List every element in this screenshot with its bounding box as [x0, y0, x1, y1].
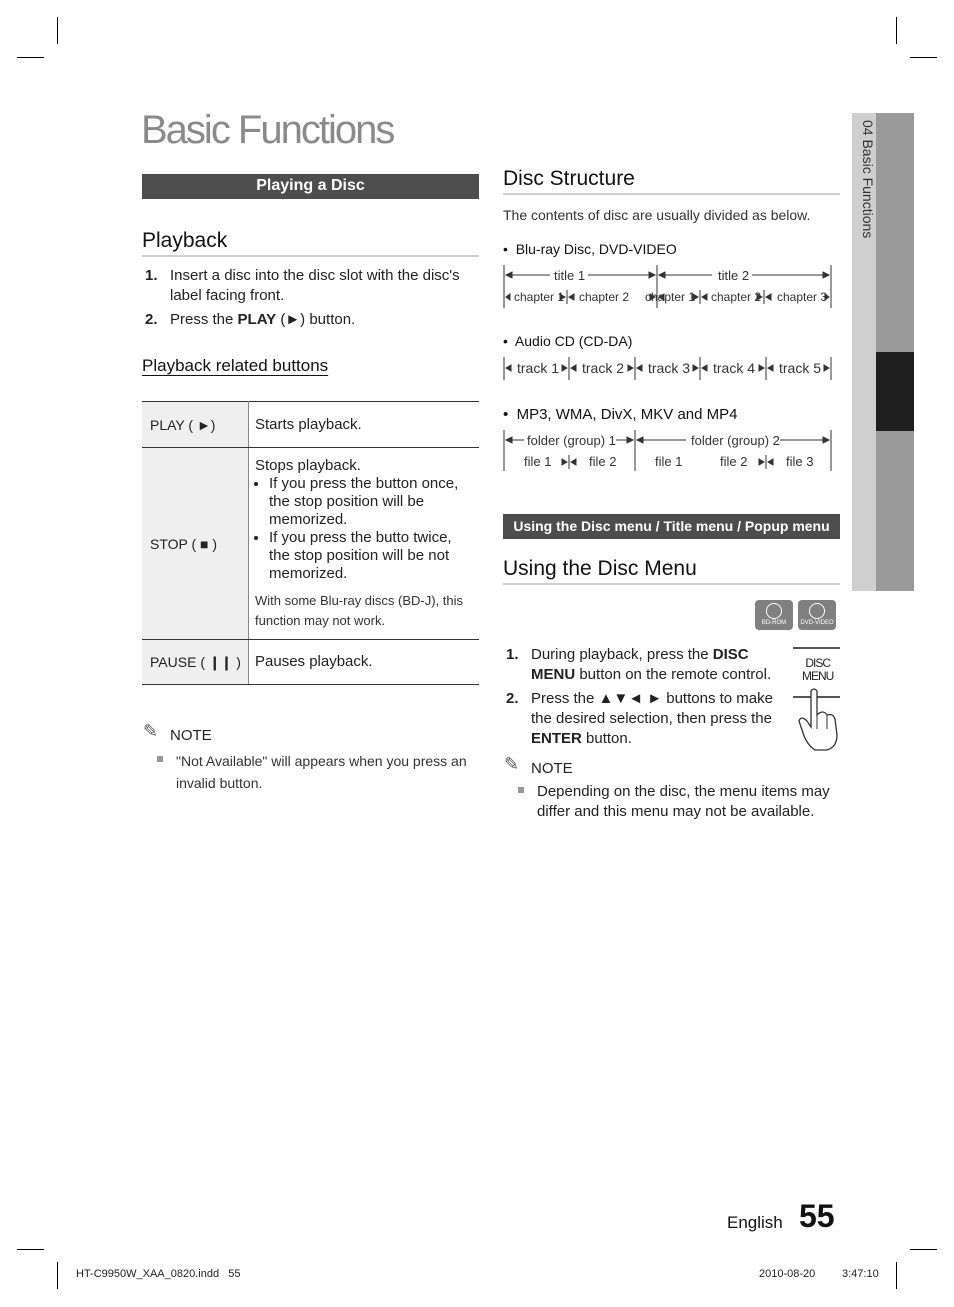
- note-bullet-icon: [157, 756, 163, 762]
- side-tab-marker: [876, 352, 914, 431]
- table-value-play: Starts playback.: [249, 402, 480, 448]
- playback-heading: Playback: [142, 229, 228, 252]
- crop-mark: [17, 1249, 44, 1250]
- stop-note: With some Blu-ray discs (BD-J), this function may not work.: [255, 592, 464, 628]
- chapter-label: chapter 1: [645, 290, 696, 304]
- hand-pointer-icon: [793, 685, 840, 751]
- heading-rule: [503, 583, 840, 585]
- track-label: track 4: [713, 360, 756, 376]
- list-item: • If you press the button once, the stop position will be memorized.: [269, 475, 473, 529]
- disc-menu-remote-button-icon: DISC MENU: [793, 647, 840, 751]
- section-bar-playing-a-disc: Playing a Disc: [142, 174, 479, 199]
- chapter-label: chapter 3: [777, 290, 828, 304]
- table-row: [142, 402, 479, 448]
- table-value-pause: Pauses playback.: [249, 640, 480, 685]
- playback-step-2: Press the PLAY (►) button.: [170, 311, 356, 328]
- bluray-structure-diagram: [500, 262, 840, 312]
- title-label: title 2: [718, 268, 750, 283]
- disc-menu-step-1: During playback, press the DISC MENU button on the remote control.: [531, 646, 772, 683]
- table-key-play: PLAY ( ►): [142, 402, 249, 448]
- cd-label: • Audio CD (CD-DA): [503, 333, 633, 349]
- list-item: • If you press the butto twice, the stop position will be not memorized.: [269, 529, 473, 583]
- step-number: 1.: [506, 646, 519, 663]
- disc-menu-heading: Using the Disc Menu: [503, 557, 697, 580]
- crop-mark: [57, 17, 58, 44]
- chapter-label: chapter 1: [514, 290, 565, 304]
- step-number: 2.: [145, 311, 158, 328]
- page-title: Basic Functions: [141, 108, 394, 152]
- file-label: file 2: [589, 454, 617, 469]
- table-key-pause: PAUSE ( ❙❙ ): [142, 640, 249, 685]
- table-key-stop: STOP ( ■ ): [142, 448, 249, 640]
- crop-mark: [896, 1262, 897, 1289]
- crop-mark: [57, 1262, 58, 1289]
- folder-label: folder (group) 2: [691, 433, 780, 448]
- heading-rule: [142, 255, 479, 257]
- page-number: 55: [799, 1198, 835, 1234]
- playback-buttons-table: [142, 401, 479, 685]
- structure-intro: The contents of disc are usually divided as below.: [503, 207, 811, 223]
- note-label: NOTE: [170, 727, 212, 744]
- disc-menu-step-2: Press the ▲▼◄ ► buttons to make the desired selection, then press the ENTER button.: [531, 690, 773, 747]
- heading-rule: [503, 193, 840, 195]
- crop-mark: [17, 57, 44, 58]
- table-value-stop: [249, 448, 480, 640]
- side-tab-label: 04 Basic Functions: [860, 120, 876, 239]
- mp3-label: • MP3, WMA, DivX, MKV and MP4: [503, 406, 738, 423]
- file-label: file 2: [720, 454, 748, 469]
- note-text: "Not Available" will appears when you press an invalid button.: [176, 753, 467, 791]
- track-label: track 1: [517, 360, 560, 376]
- track-label: track 2: [582, 360, 625, 376]
- bluray-label: • Blu-ray Disc, DVD-VIDEO: [503, 241, 677, 257]
- note-bullet-icon: [518, 787, 524, 793]
- file-label: file 1: [655, 454, 683, 469]
- section-bar-disc-menu: Using the Disc menu / Title menu / Popup menu: [503, 514, 840, 539]
- table-row: [142, 448, 479, 640]
- note-pencil-icon: ✎: [504, 754, 520, 774]
- mp3-structure-diagram: [500, 427, 840, 475]
- cd-structure-diagram: [500, 354, 840, 384]
- step-number: 2.: [506, 690, 519, 707]
- crop-mark: [896, 17, 897, 44]
- disc-structure-heading: Disc Structure: [503, 167, 635, 190]
- table-row: [142, 640, 479, 685]
- title-label: title 1: [554, 268, 586, 283]
- file-label: file 1: [524, 454, 552, 469]
- stop-description: Stops playback.: [255, 456, 361, 474]
- footer-file: HT-C9950W_XAA_0820.indd 55: [76, 1268, 241, 1280]
- chapter-label: chapter 2: [711, 290, 762, 304]
- footer-time: 3:47:10: [842, 1268, 879, 1280]
- step-number: 1.: [145, 267, 158, 284]
- bd-rom-icon: BD-ROM: [755, 600, 793, 630]
- crop-mark: [910, 1249, 937, 1250]
- playback-step-1: Insert a disc into the disc slot with the disc's label facing front.: [170, 267, 460, 304]
- note-text: Depending on the disc, the menu items may differ and this menu may not be available.: [537, 783, 830, 820]
- note-label: NOTE: [531, 760, 573, 777]
- crop-mark: [910, 57, 937, 58]
- dvd-video-icon: DVD-VIDEO: [798, 600, 836, 630]
- folder-label: folder (group) 1: [527, 433, 616, 448]
- file-label: file 3: [786, 454, 814, 469]
- footer-date: 2010-08-20: [759, 1268, 816, 1280]
- track-label: track 5: [779, 360, 822, 376]
- related-buttons-heading: Playback related buttons: [142, 356, 329, 375]
- note-pencil-icon: ✎: [143, 721, 159, 741]
- chapter-label: chapter 2: [579, 290, 630, 304]
- track-label: track 3: [648, 360, 691, 376]
- page-language: English: [727, 1213, 783, 1232]
